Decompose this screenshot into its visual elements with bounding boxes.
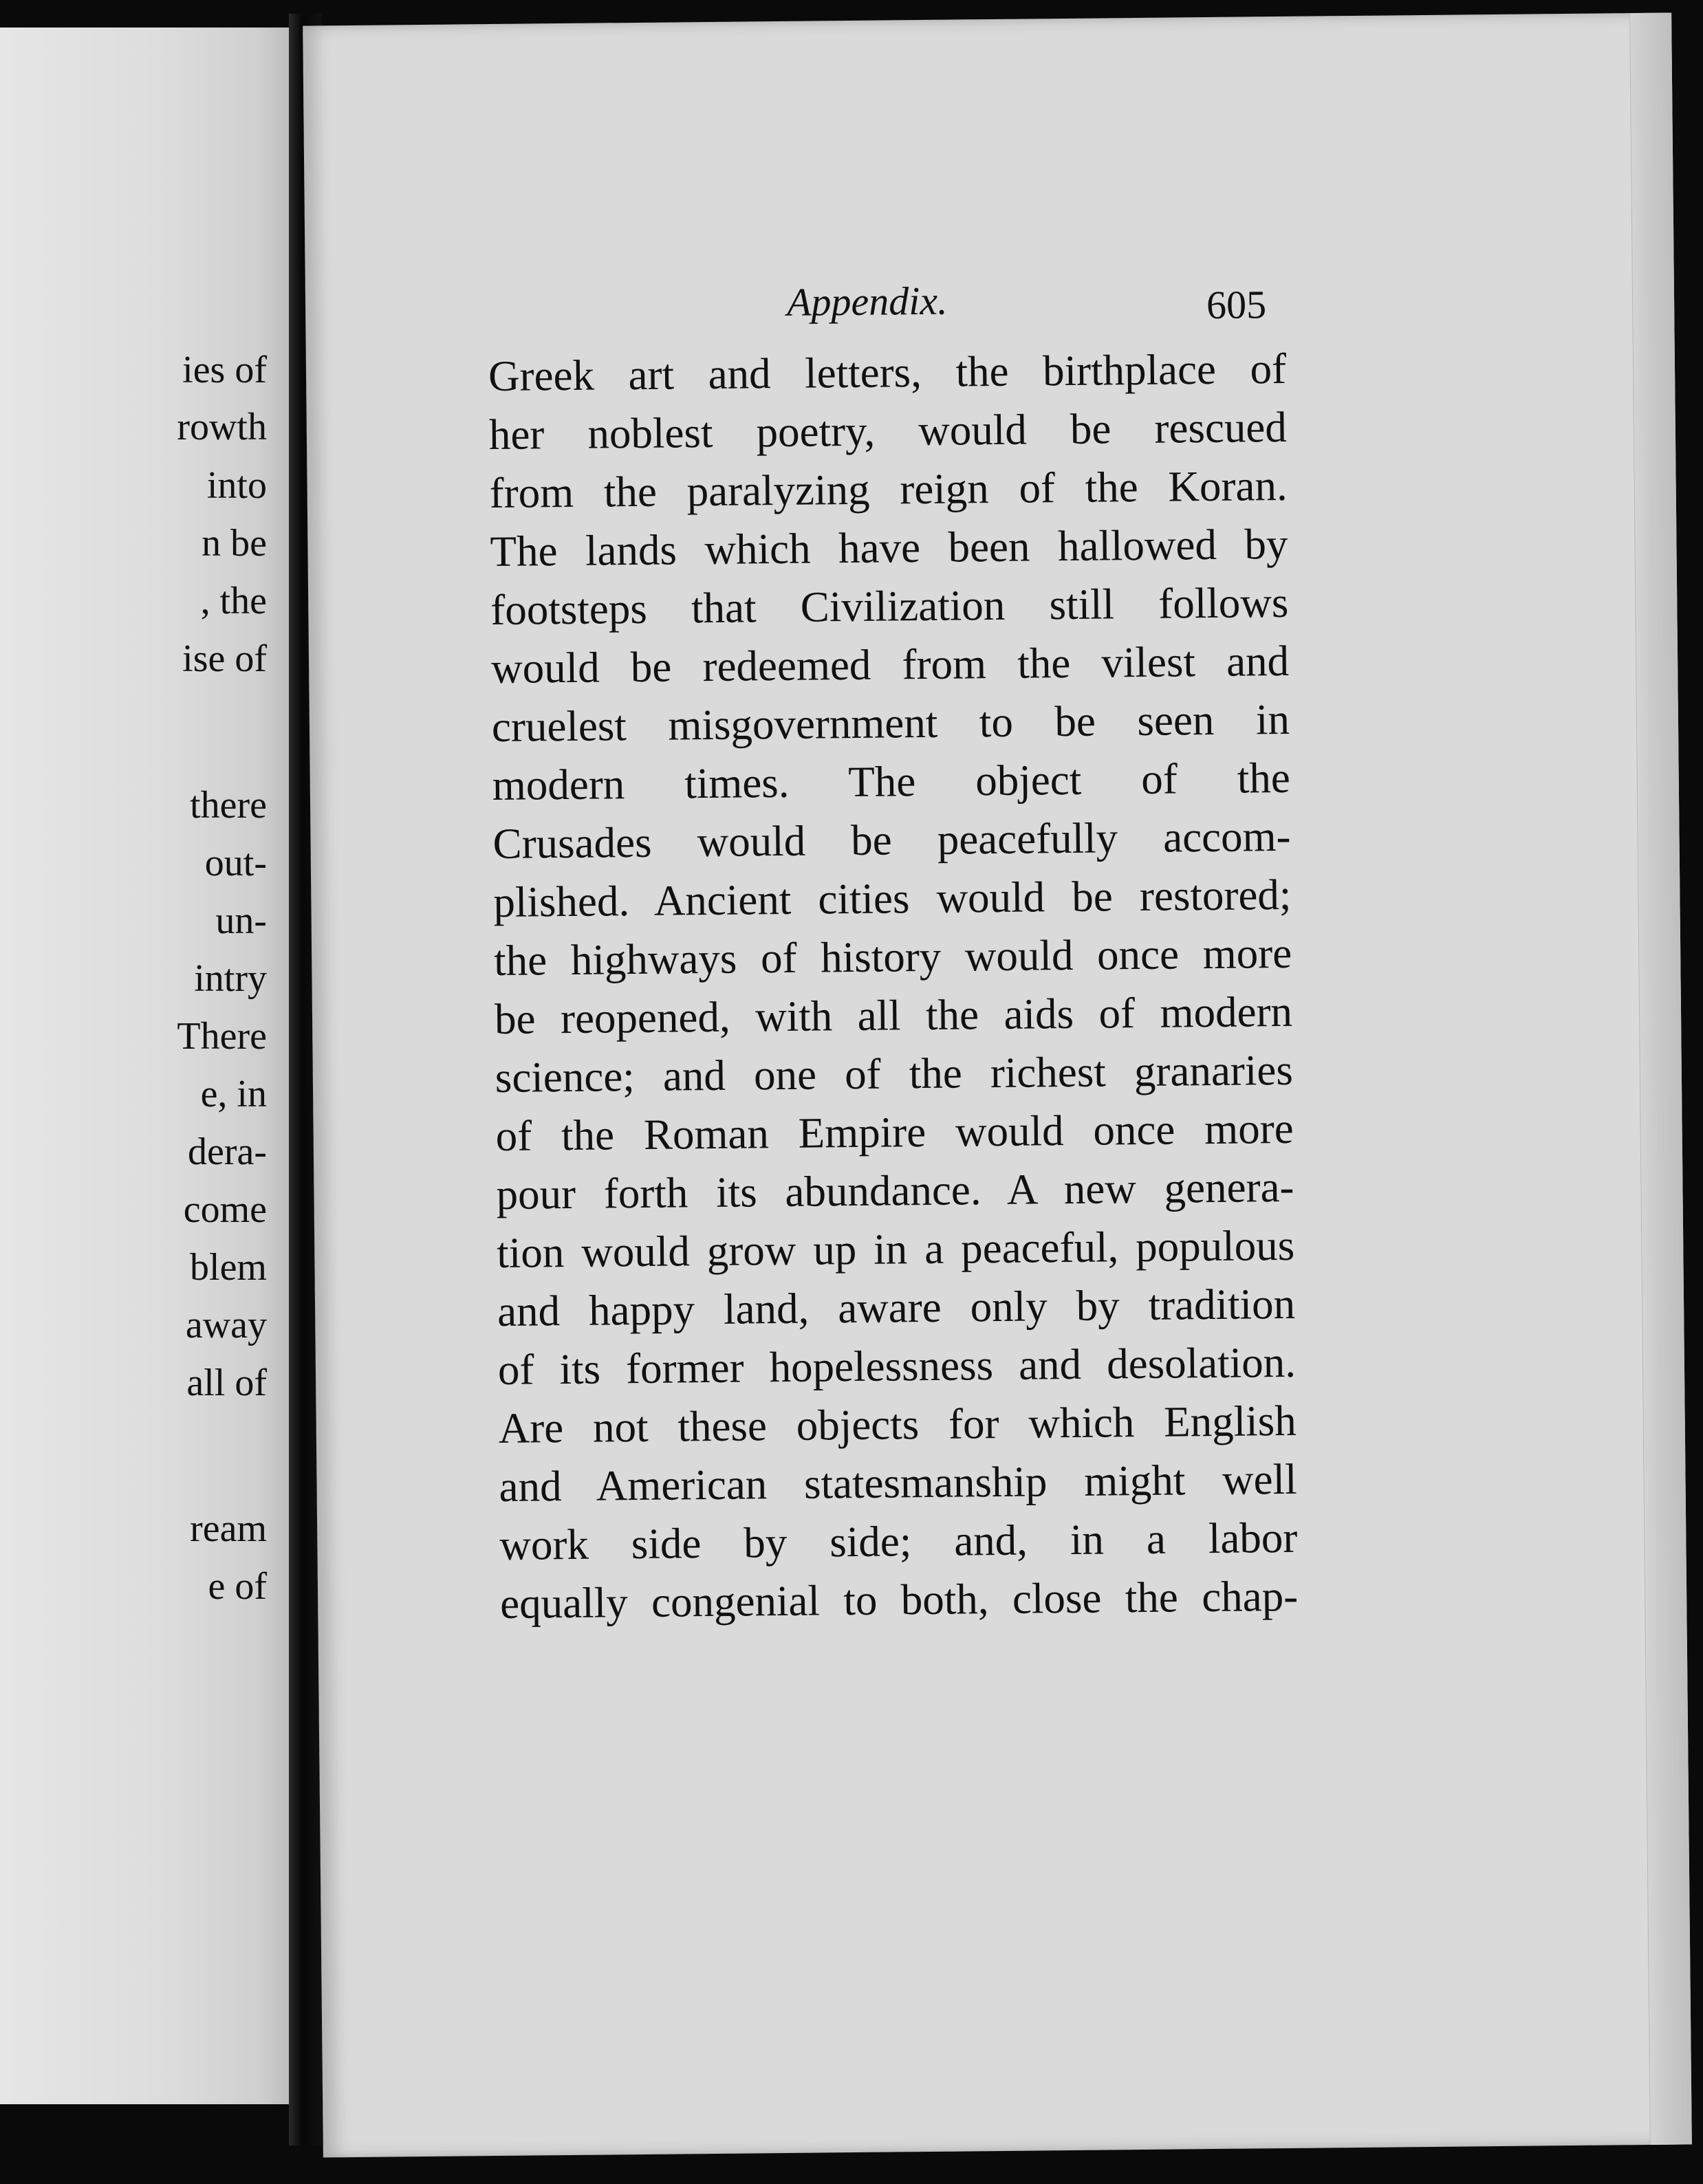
left-page-fragment: There bbox=[177, 1015, 267, 1058]
text-line: plished. Ancient cities would be restored; bbox=[493, 870, 1292, 927]
text-line: her noblest poetry, would be rescued bbox=[488, 402, 1288, 459]
right-page bbox=[303, 13, 1692, 2158]
left-page-fragment: ise of bbox=[182, 637, 267, 680]
text-line: of the Roman Empire would once more bbox=[495, 1104, 1294, 1161]
running-head: Appendix. bbox=[786, 278, 948, 325]
left-page-fragment: un- bbox=[215, 899, 267, 942]
text-line: cruelest misgovernment to be seen in bbox=[491, 695, 1290, 752]
text-line: the highways of history would once more bbox=[493, 928, 1292, 985]
left-page-fragment: away bbox=[185, 1304, 267, 1346]
text-line: be reopened, with all the aids of modern bbox=[494, 987, 1293, 1044]
left-page-fragment: blem bbox=[190, 1246, 267, 1289]
left-page-fragment: e of bbox=[208, 1565, 267, 1608]
page-number: 605 bbox=[1206, 282, 1267, 328]
text-line: equally congenial to both, close the chap- bbox=[499, 1571, 1299, 1628]
text-line: footsteps that Civilization still follows bbox=[490, 578, 1289, 635]
left-page-fragment: n be bbox=[202, 522, 267, 565]
left-page-fragment: ream bbox=[190, 1507, 267, 1550]
text-line: work side by side; and, in a labor bbox=[499, 1513, 1298, 1569]
text-line: tion would grow up in a peaceful, populous bbox=[496, 1221, 1295, 1277]
left-page bbox=[0, 28, 290, 2104]
left-page-fragment: all of bbox=[186, 1362, 267, 1404]
left-page-fragment: e, in bbox=[200, 1073, 267, 1115]
text-line: and American statesmanship might well bbox=[499, 1454, 1297, 1511]
text-line: Crusades would be peacefully accom- bbox=[492, 811, 1291, 869]
left-page-fragment: there bbox=[190, 784, 267, 827]
left-page-fragment: into bbox=[206, 464, 267, 507]
text-line: Are not these objects for which English bbox=[498, 1396, 1297, 1452]
text-line: and happy land, aware only by tradition bbox=[497, 1279, 1296, 1335]
left-page-fragment: dera- bbox=[187, 1131, 267, 1173]
text-line: from the paralyzing reign of the Koran. bbox=[489, 461, 1288, 518]
left-page-fragment: rowth bbox=[177, 406, 267, 448]
text-line: modern times. The object of the bbox=[492, 753, 1291, 810]
text-line: of its former hopelessness and desolation. bbox=[497, 1337, 1297, 1394]
body-text bbox=[488, 340, 1299, 1633]
left-page-fragment: , the bbox=[200, 580, 267, 622]
left-page-fragment: intry bbox=[194, 957, 267, 1000]
left-page-fragment: out- bbox=[204, 842, 267, 884]
text-line: science; and one of the richest granaries bbox=[495, 1045, 1294, 1102]
text-line: pour forth its abundance. A new genera- bbox=[496, 1162, 1294, 1219]
text-line: The lands which have been hallowed by bbox=[490, 519, 1288, 576]
text-line: Greek art and letters, the birthplace of bbox=[488, 344, 1287, 401]
page-edge bbox=[1629, 13, 1692, 2145]
left-page-fragment: come bbox=[183, 1188, 267, 1231]
left-page-fragment: ies of bbox=[182, 349, 267, 391]
text-line: would be redeemed from the vilest and bbox=[490, 636, 1290, 693]
